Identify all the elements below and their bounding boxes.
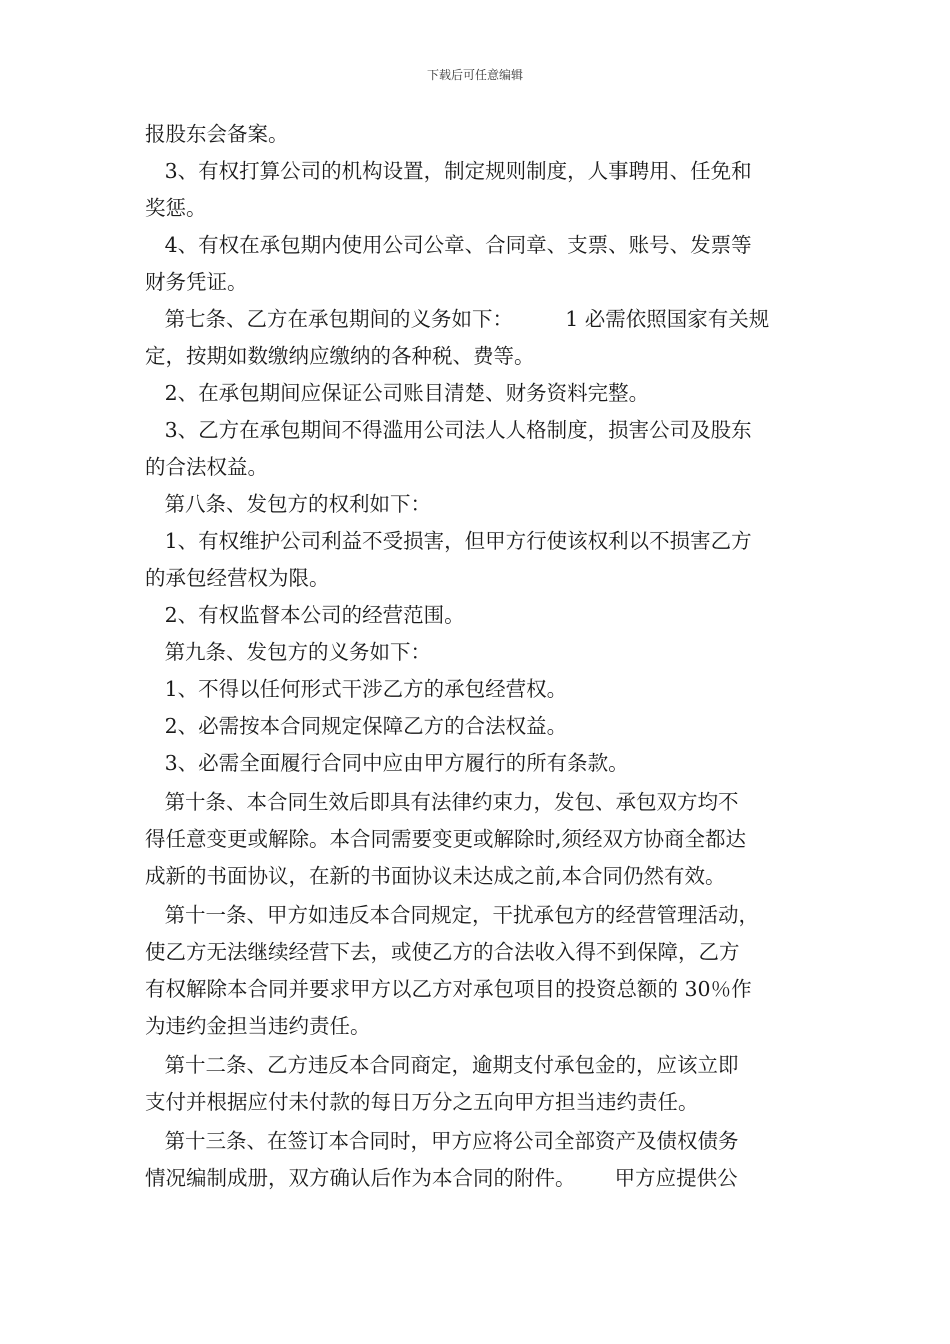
text-line: 2、在承包期间应保证公司账目清楚、财务资料完整。 xyxy=(145,381,650,405)
text-line: 有权解除本合同并要求甲方以乙方对承包项目的投资总额的 30％作 xyxy=(145,977,752,1001)
text-line: 2、必需按本合同规定保障乙方的合法权益。 xyxy=(145,714,568,738)
text-line: 财务凭证。 xyxy=(145,270,248,294)
text-line: 第八条、发包方的权利如下： xyxy=(145,492,432,516)
text-line: 第十三条、在签订本合同时，甲方应将公司全部资产及债权债务 xyxy=(145,1129,739,1153)
text-line: 的合法权益。 xyxy=(145,455,268,479)
text-line: 第十一条、甲方如违反本合同规定，干扰承包方的经营管理活动， xyxy=(145,903,760,927)
text-line: 2、有权监督本公司的经营范围。 xyxy=(145,603,465,627)
text-line: 奖惩。 xyxy=(145,196,207,220)
text-line: 第九条、发包方的义务如下： xyxy=(145,640,432,664)
text-line: 第七条、乙方在承包期间的义务如下： 1 必需依照国家有关规 xyxy=(145,307,770,331)
document-body xyxy=(145,116,810,1197)
text-line: 的承包经营权为限。 xyxy=(145,566,330,590)
text-line: 报股东会备案。 xyxy=(145,122,289,146)
page-header: 下载后可任意编辑 xyxy=(426,68,523,82)
text-line: 使乙方无法继续经营下去，或使乙方的合法收入得不到保障，乙方 xyxy=(145,940,740,964)
text-line: 4、有权在承包期内使用公司公章、合同章、支票、账号、发票等 xyxy=(145,233,752,257)
text-line: 定，按期如数缴纳应缴纳的各种税、费等。 xyxy=(145,344,535,368)
text-line: 情况编制成册，双方确认后作为本合同的附件。 甲方应提供公 xyxy=(145,1166,738,1190)
text-line: 3、必需全面履行合同中应由甲方履行的所有条款。 xyxy=(145,751,629,775)
text-line: 支付并根据应付未付款的每日万分之五向甲方担当违约责任。 xyxy=(145,1090,699,1114)
text-line: 第十二条、乙方违反本合同商定，逾期支付承包金的，应该立即 xyxy=(145,1053,739,1077)
text-line: 3、乙方在承包期间不得滥用公司法人人格制度，损害公司及股东 xyxy=(145,418,752,442)
text-line: 成新的书面协议，在新的书面协议未达成之前,本合同仍然有效。 xyxy=(145,864,726,888)
text-line: 3、有权打算公司的机构设置，制定规则制度，人事聘用、任免和 xyxy=(145,159,752,183)
text-line: 为违约金担当违约责任。 xyxy=(145,1014,371,1038)
text-line: 1、不得以任何形式干涉乙方的承包经营权。 xyxy=(145,677,568,701)
text-line: 1、有权维护公司利益不受损害，但甲方行使该权利以不损害乙方 xyxy=(145,529,752,553)
text-line: 第十条、本合同生效后即具有法律约束力，发包、承包双方均不 xyxy=(145,790,739,814)
text-line: 得任意变更或解除。本合同需要变更或解除时,须经双方协商全都达 xyxy=(145,827,747,851)
